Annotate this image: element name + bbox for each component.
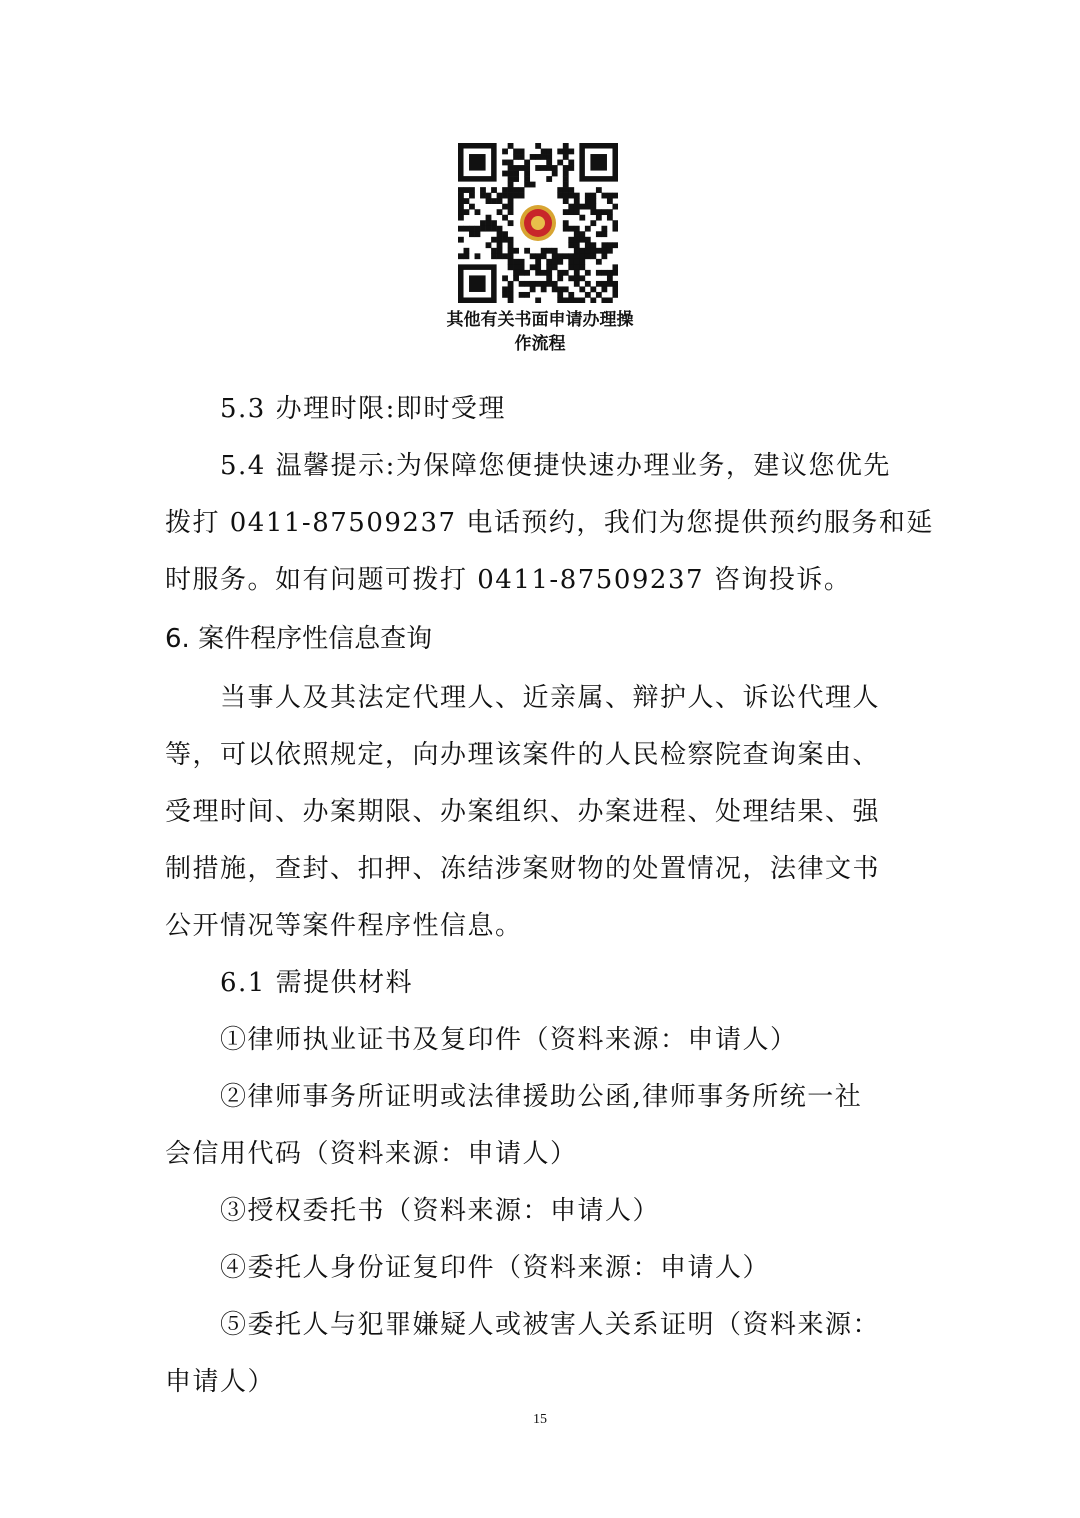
material-item-3: ③授权委托书（资料来源：申请人）: [220, 1196, 661, 1226]
section-6-para-line-1: 当事人及其法定代理人、近亲属、辩护人、诉讼代理人: [220, 683, 881, 713]
section-6-para-line-2: 等，可以依照规定，向办理该案件的人民检察院查询案由、: [165, 740, 881, 770]
section-6-para-line-4: 制措施，查封、扣押、冻结涉案财物的处置情况，法律文书: [165, 854, 881, 884]
section-6-1-heading: 6.1 需提供材料: [220, 968, 414, 998]
material-item-2-line-1: ②律师事务所证明或法律援助公函,律师事务所统一社: [220, 1082, 863, 1112]
material-item-4: ④委托人身份证复印件（资料来源：申请人）: [220, 1253, 771, 1283]
qr-caption-line-1: 其他有关书面申请办理操: [446, 310, 634, 330]
section-5-4-tip-line-3: 时服务。如有问题可拨打 0411-87509237 咨询投诉。: [165, 565, 852, 595]
page-number: 15: [533, 1412, 547, 1427]
qr-code: [458, 143, 618, 303]
material-item-5-line-1: ⑤委托人与犯罪嫌疑人或被害人关系证明（资料来源：: [220, 1310, 881, 1340]
section-6-para-line-5: 公开情况等案件程序性信息。: [165, 911, 523, 941]
material-item-1: ①律师执业证书及复印件（资料来源：申请人）: [220, 1025, 798, 1055]
material-item-5-line-2: 申请人）: [165, 1367, 276, 1397]
section-5-4-tip-line-1: 5.4 温馨提示:为保障您便捷快速办理业务，建议您优先: [220, 451, 891, 481]
section-5-4-tip-line-2: 拨打 0411-87509237 电话预约，我们为您提供预约服务和延: [165, 508, 934, 538]
qr-code-image: [458, 143, 618, 303]
qr-caption-line-2: 作流程: [514, 334, 566, 354]
section-5-3-time-limit: 5.3 办理时限:即时受理: [220, 394, 506, 424]
section-6-heading: 6. 案件程序性信息查询: [165, 624, 433, 654]
material-item-2-line-2: 会信用代码（资料来源：申请人）: [165, 1139, 578, 1169]
section-6-para-line-3: 受理时间、办案期限、办案组织、办案进程、处理结果、强: [165, 797, 881, 827]
